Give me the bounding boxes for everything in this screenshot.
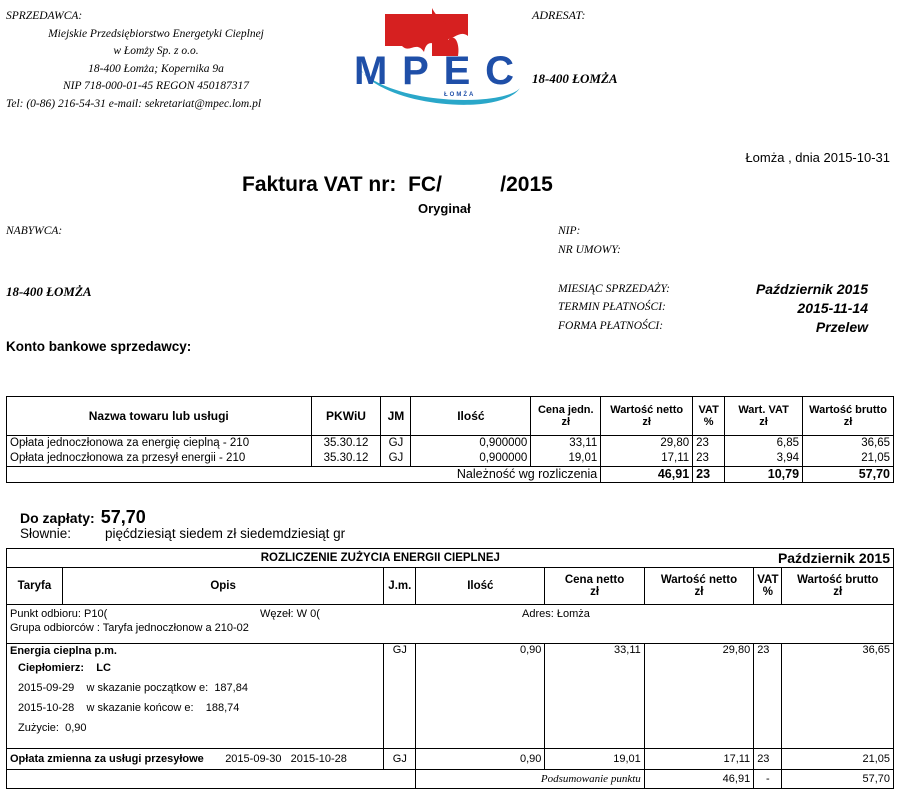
transfer-gross: 21,05	[782, 749, 894, 770]
header-vat-value: Wart. VAT zł	[725, 397, 803, 436]
row-gross: 36,65	[803, 436, 894, 452]
sale-month-value: Październik 2015	[755, 281, 868, 297]
due-date-value: 2015-11-14	[797, 300, 868, 316]
transfer-price: 19,01	[545, 749, 644, 770]
point-address: Adres: Łomża	[522, 608, 590, 620]
row-jm: GJ	[381, 436, 411, 452]
energy-net: 29,80	[644, 644, 753, 749]
header-gross: Wartość brutto zł	[803, 397, 894, 436]
energy-vat: 23	[754, 644, 782, 749]
transfer-to: 2015-10-28	[290, 753, 347, 765]
row-net: 17,11	[601, 451, 693, 467]
transfer-qty: 0,90	[416, 749, 545, 770]
logo-subtext: ŁOMŻA	[444, 92, 476, 98]
usage-header-row	[7, 568, 894, 605]
point-id: Punkt odbioru: P10(	[10, 608, 108, 620]
point-summary-gross: 57,70	[782, 770, 894, 789]
row-jm: GJ	[381, 451, 411, 467]
sale-month-label: MIESIĄC SPRZEDAŻY:	[558, 283, 671, 295]
words-label: Słownie:	[20, 526, 72, 541]
row-price: 33,11	[531, 436, 601, 452]
seller-ids: NIP 718-000-01-45 REGON 450187317	[62, 80, 249, 92]
words-value: pięćdziesiąt siedem zł siedemdziesiąt gr	[105, 526, 346, 541]
amount-in-words	[20, 526, 345, 541]
addressee-city: 18-400 ŁOMŻA	[532, 71, 618, 86]
energy-qty: 0,90	[416, 644, 545, 749]
row-pkwiu: 35.30.12	[311, 436, 381, 452]
row-name: Opłata jednoczłonowa za energię cieplną - 210	[7, 436, 312, 452]
summary-label: Należność wg rozliczenia	[7, 467, 601, 483]
to-pay-block	[20, 507, 146, 528]
transfer-desc	[7, 749, 384, 770]
payment-method-value: Przelew	[815, 319, 868, 335]
buyer-label: NABYWCA:	[6, 225, 63, 237]
payment-method-label: FORMA PŁATNOŚCI:	[558, 320, 664, 332]
seller-label: SPRZEDAWCA:	[6, 10, 83, 22]
usage-header-desc: Opis	[62, 568, 383, 605]
seller-contact: Tel: (0-86) 216-54-31 e-mail: sekretariat@mpec.lom.pl	[6, 97, 262, 110]
to-pay-label: Do zapłaty:	[20, 510, 95, 526]
row-qty: 0,900000	[411, 451, 531, 467]
row-net: 29,80	[601, 436, 693, 452]
energy-gross: 36,65	[782, 644, 894, 749]
seller-name-1: Miejskie Przedsiębiorstwo Energetyki Cieplnej	[48, 27, 264, 40]
seller-address: 18-400 Łomża; Kopernika 9a	[88, 62, 224, 75]
header-unit-price: Cena jedn. zł	[531, 397, 601, 436]
usage-month: Październik 2015	[754, 549, 894, 568]
point-info	[7, 605, 894, 644]
transfer-row	[7, 749, 894, 770]
invoice-copy-label: Oryginał	[418, 201, 471, 216]
transfer-net: 17,11	[644, 749, 753, 770]
row-name: Opłata jednoczłonowa za przesył energii - 210	[7, 451, 312, 467]
energy-desc	[7, 644, 384, 749]
node-id: Węzeł: W 0(	[260, 608, 320, 620]
logo-text: MPEC	[354, 49, 514, 93]
transfer-from: 2015-09-30	[225, 753, 282, 765]
summary-gross: 57,70	[803, 467, 894, 483]
mpec-logo	[340, 6, 530, 116]
point-summary-label: Podsumowanie punktu	[416, 770, 644, 789]
items-table	[6, 396, 894, 483]
contract-label: NR UMOWY:	[558, 244, 621, 256]
energy-row	[7, 644, 894, 749]
row-vat-value: 3,94	[725, 451, 803, 467]
point-summary-vat: -	[754, 770, 782, 789]
energy-label: Energia cieplna p.m.	[10, 645, 117, 657]
addressee-block	[532, 8, 618, 87]
customer-group: Grupa odbiorców : Taryfa jednoczłonow a 210-02	[10, 622, 249, 634]
usage-title: ROZLICZENIE ZUŻYCIA ENERGII CIEPLNEJ	[7, 549, 754, 568]
seller-name-2: w Łomży Sp. z o.o.	[113, 45, 199, 57]
row-vat: 23	[693, 451, 725, 467]
usage-header-net-value: Wartość netto zł	[644, 568, 753, 605]
usage-table	[6, 548, 894, 789]
to-pay-amount: 57,70	[100, 507, 146, 527]
point-row	[7, 605, 894, 644]
transfer-jm: GJ	[384, 749, 416, 770]
header-pkwiu: PKWiU	[311, 397, 381, 436]
header-vat: VAT %	[693, 397, 725, 436]
usage-header-tariff: Taryfa	[7, 568, 63, 605]
items-header-row	[7, 397, 894, 436]
meter-line: Ciepłomierz: LC	[18, 662, 111, 674]
header-jm: JM	[381, 397, 411, 436]
row-vat-value: 6,85	[725, 436, 803, 452]
row-vat: 23	[693, 436, 725, 452]
usage-title-row	[7, 549, 894, 568]
usage-header-net-price: Cena netto zł	[545, 568, 644, 605]
buyer-city: 18-400 ŁOMŻA	[6, 284, 92, 299]
consumption-line: Zużycie: 0,90	[18, 722, 87, 734]
usage-header-qty: Ilość	[416, 568, 545, 605]
usage-header-jm: J.m.	[384, 568, 416, 605]
transfer-label: Opłata zmienna za usługi przesyłowe	[10, 753, 204, 765]
summary-vat-value: 10,79	[725, 467, 803, 483]
addressee-label: ADRESAT:	[532, 8, 586, 22]
reading-start: 2015-09-29 w skazanie początkow e: 187,84	[18, 682, 248, 694]
header-name: Nazwa towaru lub usługi	[7, 397, 312, 436]
due-date-label: TERMIN PŁATNOŚCI:	[558, 301, 666, 313]
summary-net: 46,91	[601, 467, 693, 483]
usage-header-gross: Wartość brutto zł	[782, 568, 894, 605]
usage-header-vat: VAT %	[754, 568, 782, 605]
bank-account-label: Konto bankowe sprzedawcy:	[6, 339, 192, 354]
items-summary-row	[7, 467, 894, 483]
nip-label: NIP:	[558, 225, 581, 237]
place-date: Łomża , dnia 2015-10-31	[745, 150, 890, 165]
table-row	[7, 436, 894, 452]
energy-price: 33,11	[545, 644, 644, 749]
reading-end: 2015-10-28 w skazanie końcow e: 188,74	[18, 702, 240, 714]
row-gross: 21,05	[803, 451, 894, 467]
transfer-vat: 23	[754, 749, 782, 770]
row-price: 19,01	[531, 451, 601, 467]
energy-jm: GJ	[384, 644, 416, 749]
seller-block	[6, 8, 336, 113]
row-pkwiu: 35.30.12	[311, 451, 381, 467]
row-qty: 0,900000	[411, 436, 531, 452]
invoice-title: Faktura VAT nr: FC/ /2015	[242, 173, 553, 196]
point-summary-net: 46,91	[644, 770, 753, 789]
table-row	[7, 451, 894, 467]
header-net: Wartość netto zł	[601, 397, 693, 436]
header-qty: Ilość	[411, 397, 531, 436]
point-summary-row	[7, 770, 894, 789]
summary-vat: 23	[693, 467, 725, 483]
